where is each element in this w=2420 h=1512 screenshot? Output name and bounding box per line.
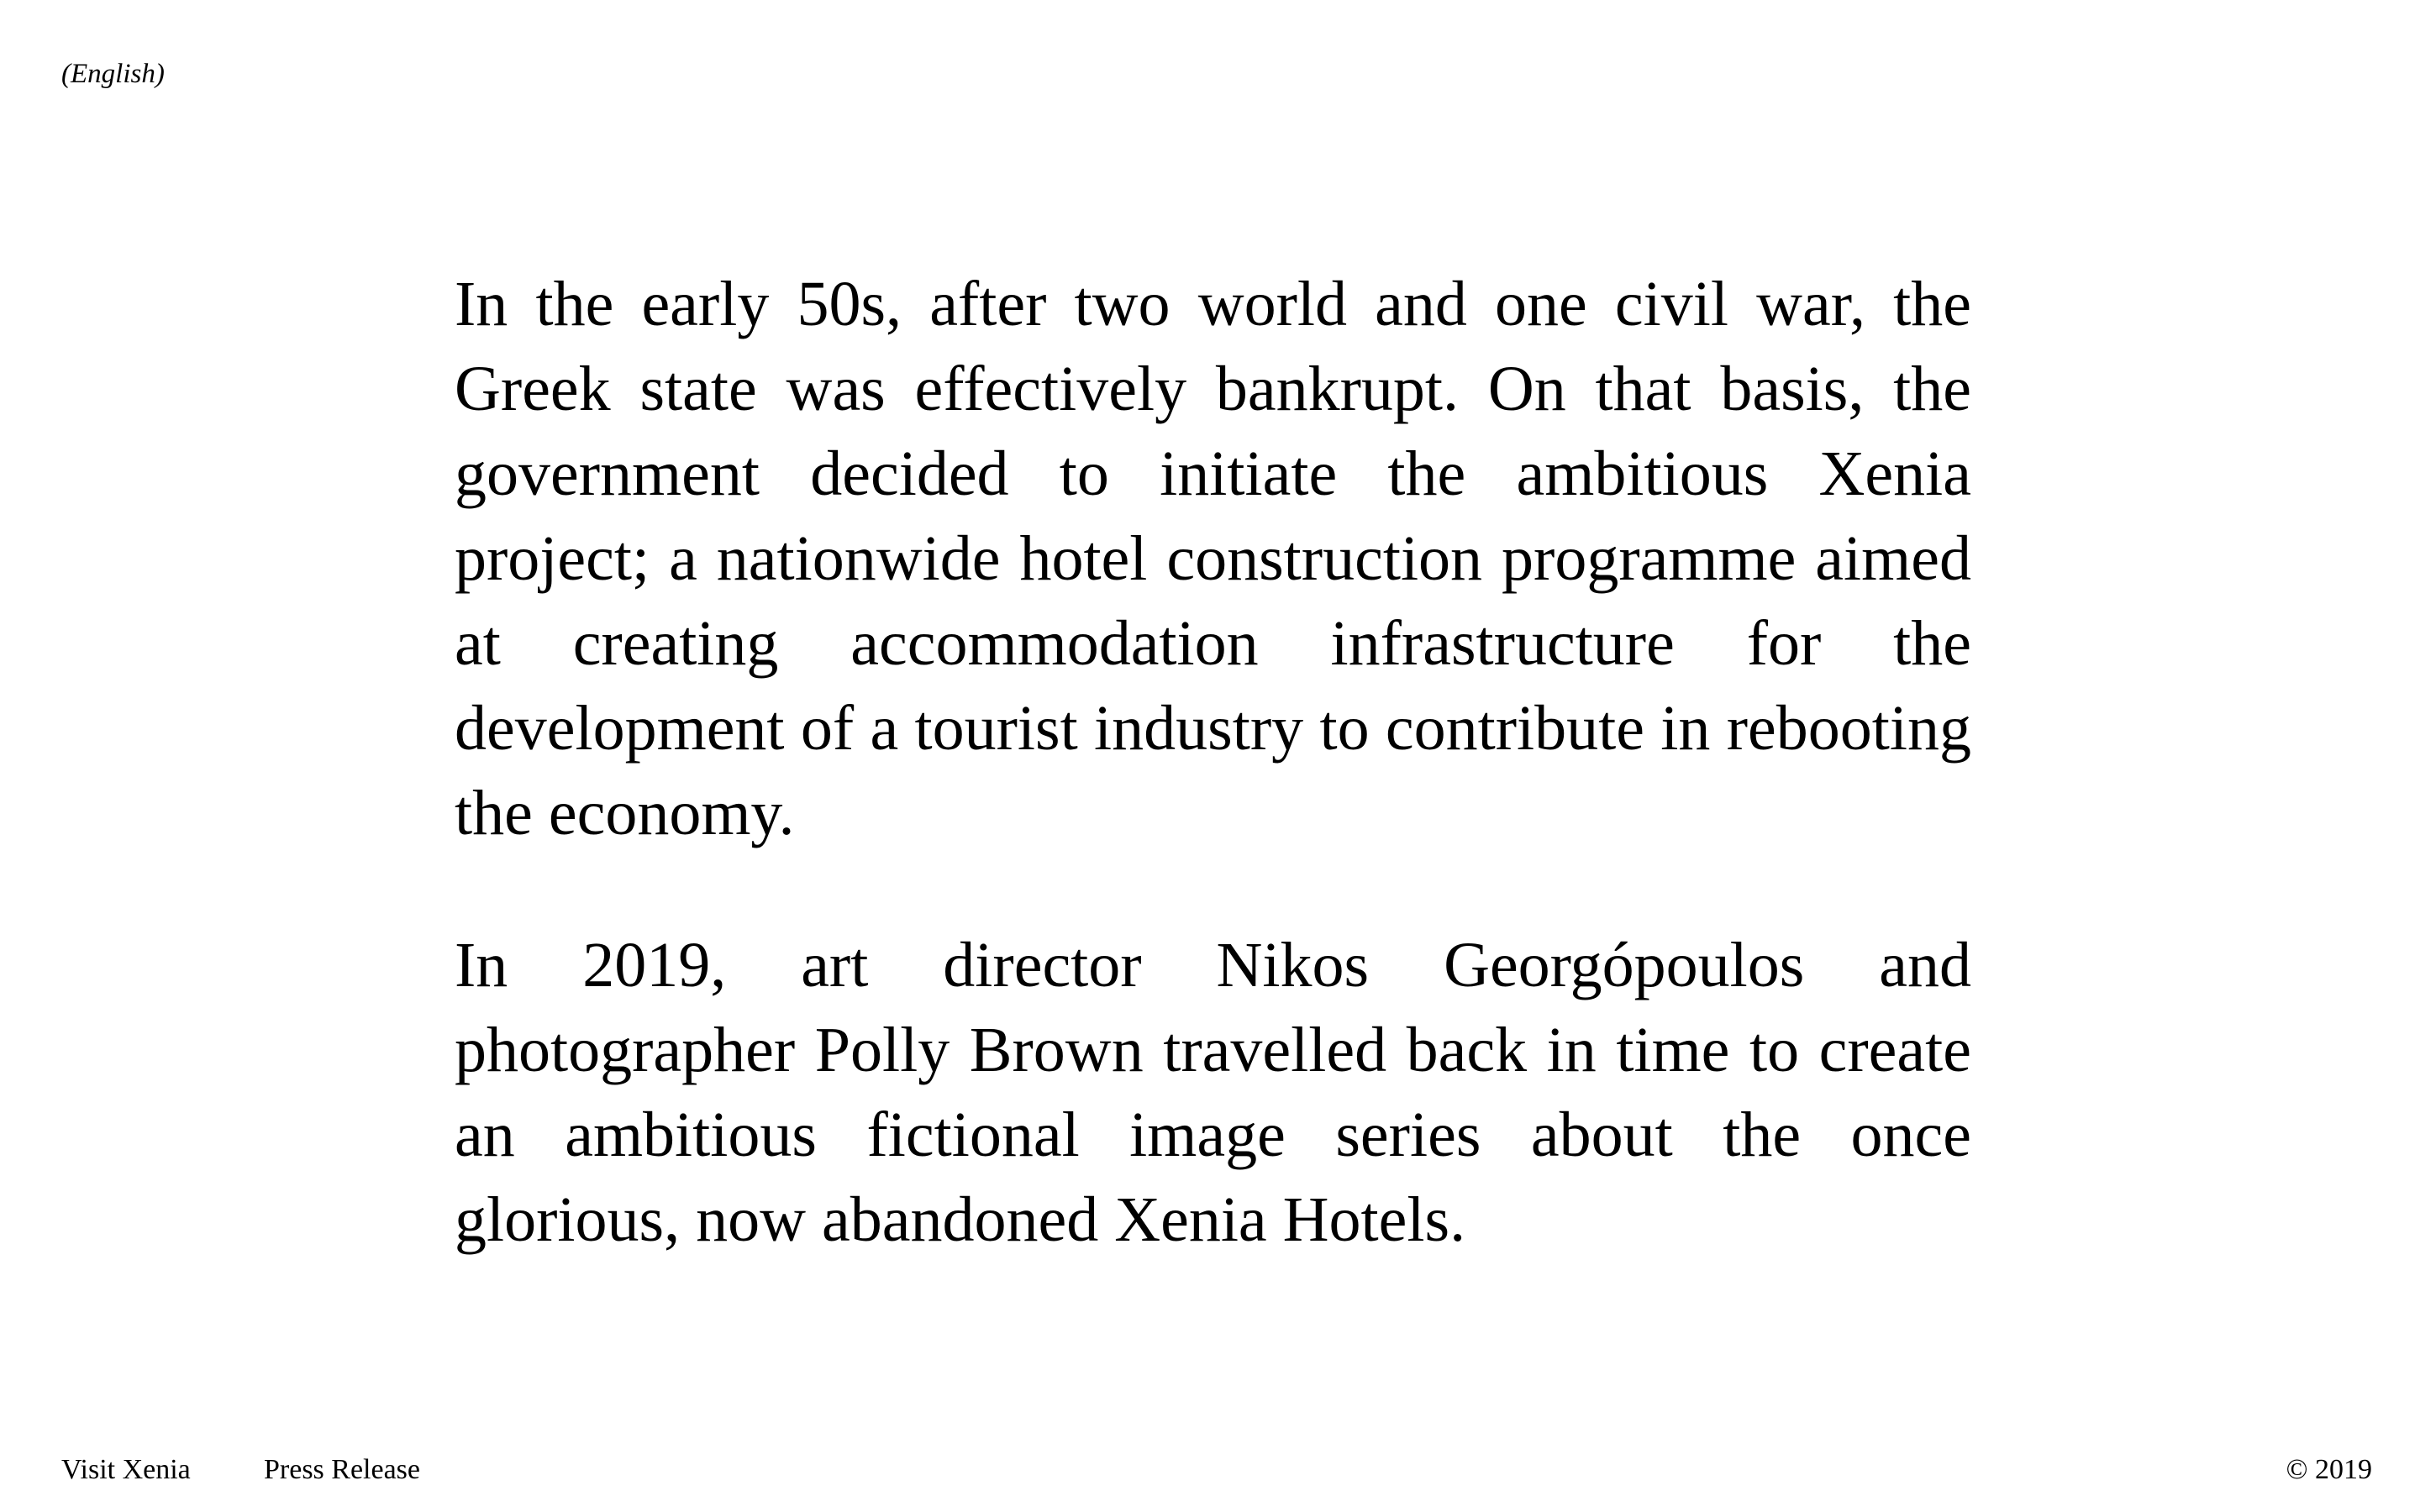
intro-paragraph-2: In 2019, art director Nikos Georgópoulos and photographer Polly Brown travelled back in time to create an ambitious fictional image series about the once glorious, now abandoned Xenia Hotels.	[455, 930, 1971, 1255]
copyright-notice: © 2019	[2286, 1454, 2372, 1485]
intro-paragraph-1: In the early 50s, after two world and one civil war, the Greek state was effectively bankrupt. On that basis, the government decided to initiate the ambitious Xenia project; a nationwide hotel construction programme aimed at creating accommodation infrastructure for the development of a tourist industry to contribute in rebooting the economy.	[455, 269, 1971, 848]
language-toggle-link[interactable]: (English)	[61, 59, 165, 89]
visit-xenia-link[interactable]: Visit Xenia	[61, 1454, 191, 1485]
intro-text	[455, 262, 1971, 1263]
press-release-link[interactable]: Press Release	[264, 1454, 421, 1485]
